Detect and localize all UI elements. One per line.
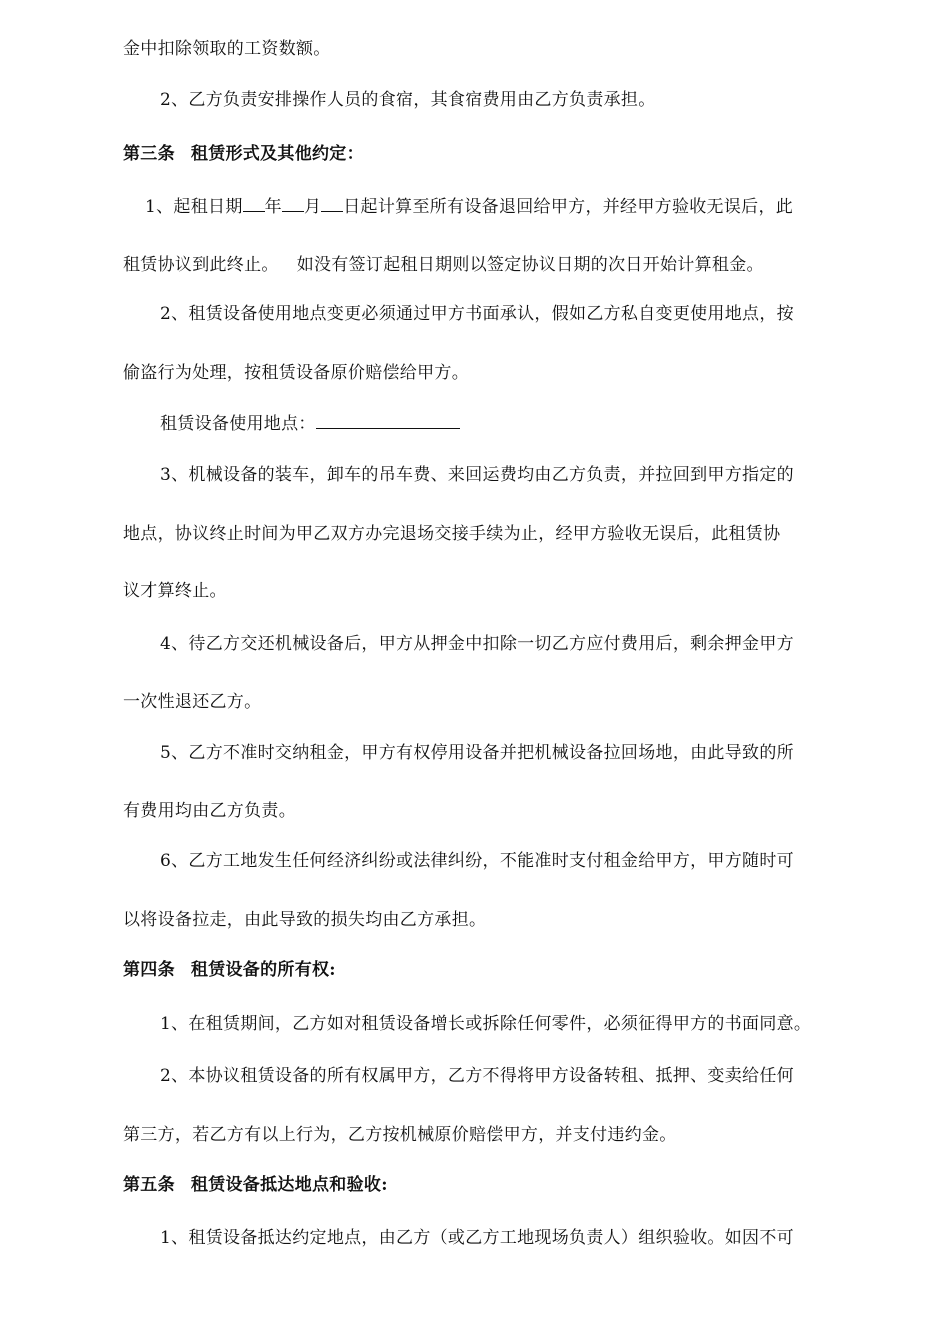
clause-3-6: 6、乙方工地发生任何经济纠纷或法律纠纷，不能准时支付租金给甲方，甲方随时可 (160, 851, 794, 871)
clause-2-2: 2、乙方负责安排操作人员的食宿，其食宿费用由乙方负责承担。 (160, 90, 656, 110)
paragraph-line: 金中扣除领取的工资数额。 (123, 39, 331, 59)
usage-location-blank (316, 411, 460, 429)
paragraph-line: 地点，协议终止时间为甲乙双方办完退场交接手续为止，经甲方验收无误后，此租赁协 (123, 524, 781, 544)
section-heading-5 (123, 1173, 388, 1197)
paragraph-line: 一次性退还乙方。 (123, 692, 262, 712)
blank-month (282, 194, 304, 212)
field-label: 租赁设备使用地点： (160, 414, 316, 434)
section-heading-4 (123, 958, 336, 982)
section-number: 第三条 (123, 144, 175, 164)
text-segment: 年 (264, 197, 282, 217)
clause-3-4: 4、待乙方交还机械设备后，甲方从押金中扣除一切乙方应付费用后，剩余押金甲方 (160, 634, 794, 654)
section-number: 第四条 (123, 960, 175, 980)
paragraph-line: 第三方，若乙方有以上行为，乙方按机械原价赔偿甲方，并支付违约金。 (123, 1125, 677, 1145)
paragraph-line: 有费用均由乙方负责。 (123, 801, 296, 821)
text-segment: 1、起租日期 (145, 197, 243, 217)
clause-3-1 (145, 194, 793, 219)
text-segment: 租赁协议到此终止。 (123, 255, 279, 275)
paragraph-line: 议才算终止。 (123, 581, 227, 601)
paragraph-line (123, 253, 764, 277)
blank-year (243, 194, 265, 212)
section-number: 第五条 (123, 1175, 175, 1195)
section-title: 租赁设备的所有权: (190, 960, 336, 980)
text-segment: 如没有签订起租日期则以签定协议日期的次日开始计算租金。 (296, 255, 764, 275)
text-segment: 日起计算至所有设备退回给甲方，并经甲方验收无误后，此 (343, 197, 794, 217)
clause-4-1: 1、在租赁期间，乙方如对租赁设备增长或拆除任何零件，必须征得甲方的书面同意。 (160, 1014, 812, 1034)
clause-4-2: 2、本协议租赁设备的所有权属甲方，乙方不得将甲方设备转租、抵押、变卖给任何 (160, 1066, 794, 1086)
clause-3-3: 3、机械设备的装车，卸车的吊车费、来回运费均由乙方负责，并拉回到甲方指定的 (160, 465, 794, 485)
blank-day (321, 194, 343, 212)
paragraph-line: 偷盗行为处理，按租赁设备原价赔偿给甲方。 (123, 363, 469, 383)
text-segment: 月 (303, 197, 322, 217)
section-title: 租赁设备抵达地点和验收: (190, 1175, 388, 1195)
clause-3-5: 5、乙方不准时交纳租金，甲方有权停用设备并把机械设备拉回场地，由此导致的所 (160, 743, 794, 763)
section-heading-3 (123, 142, 364, 166)
paragraph-line: 以将设备拉走，由此导致的损失均由乙方承担。 (123, 910, 487, 930)
clause-3-2: 2、租赁设备使用地点变更必须通过甲方书面承认，假如乙方私自变更使用地点，按 (160, 304, 794, 324)
section-title: 租赁形式及其他约定： (190, 144, 364, 164)
clause-5-1: 1、租赁设备抵达约定地点，由乙方（或乙方工地现场负责人）组织验收。如因不可 (160, 1228, 794, 1248)
usage-location-line (160, 411, 460, 436)
